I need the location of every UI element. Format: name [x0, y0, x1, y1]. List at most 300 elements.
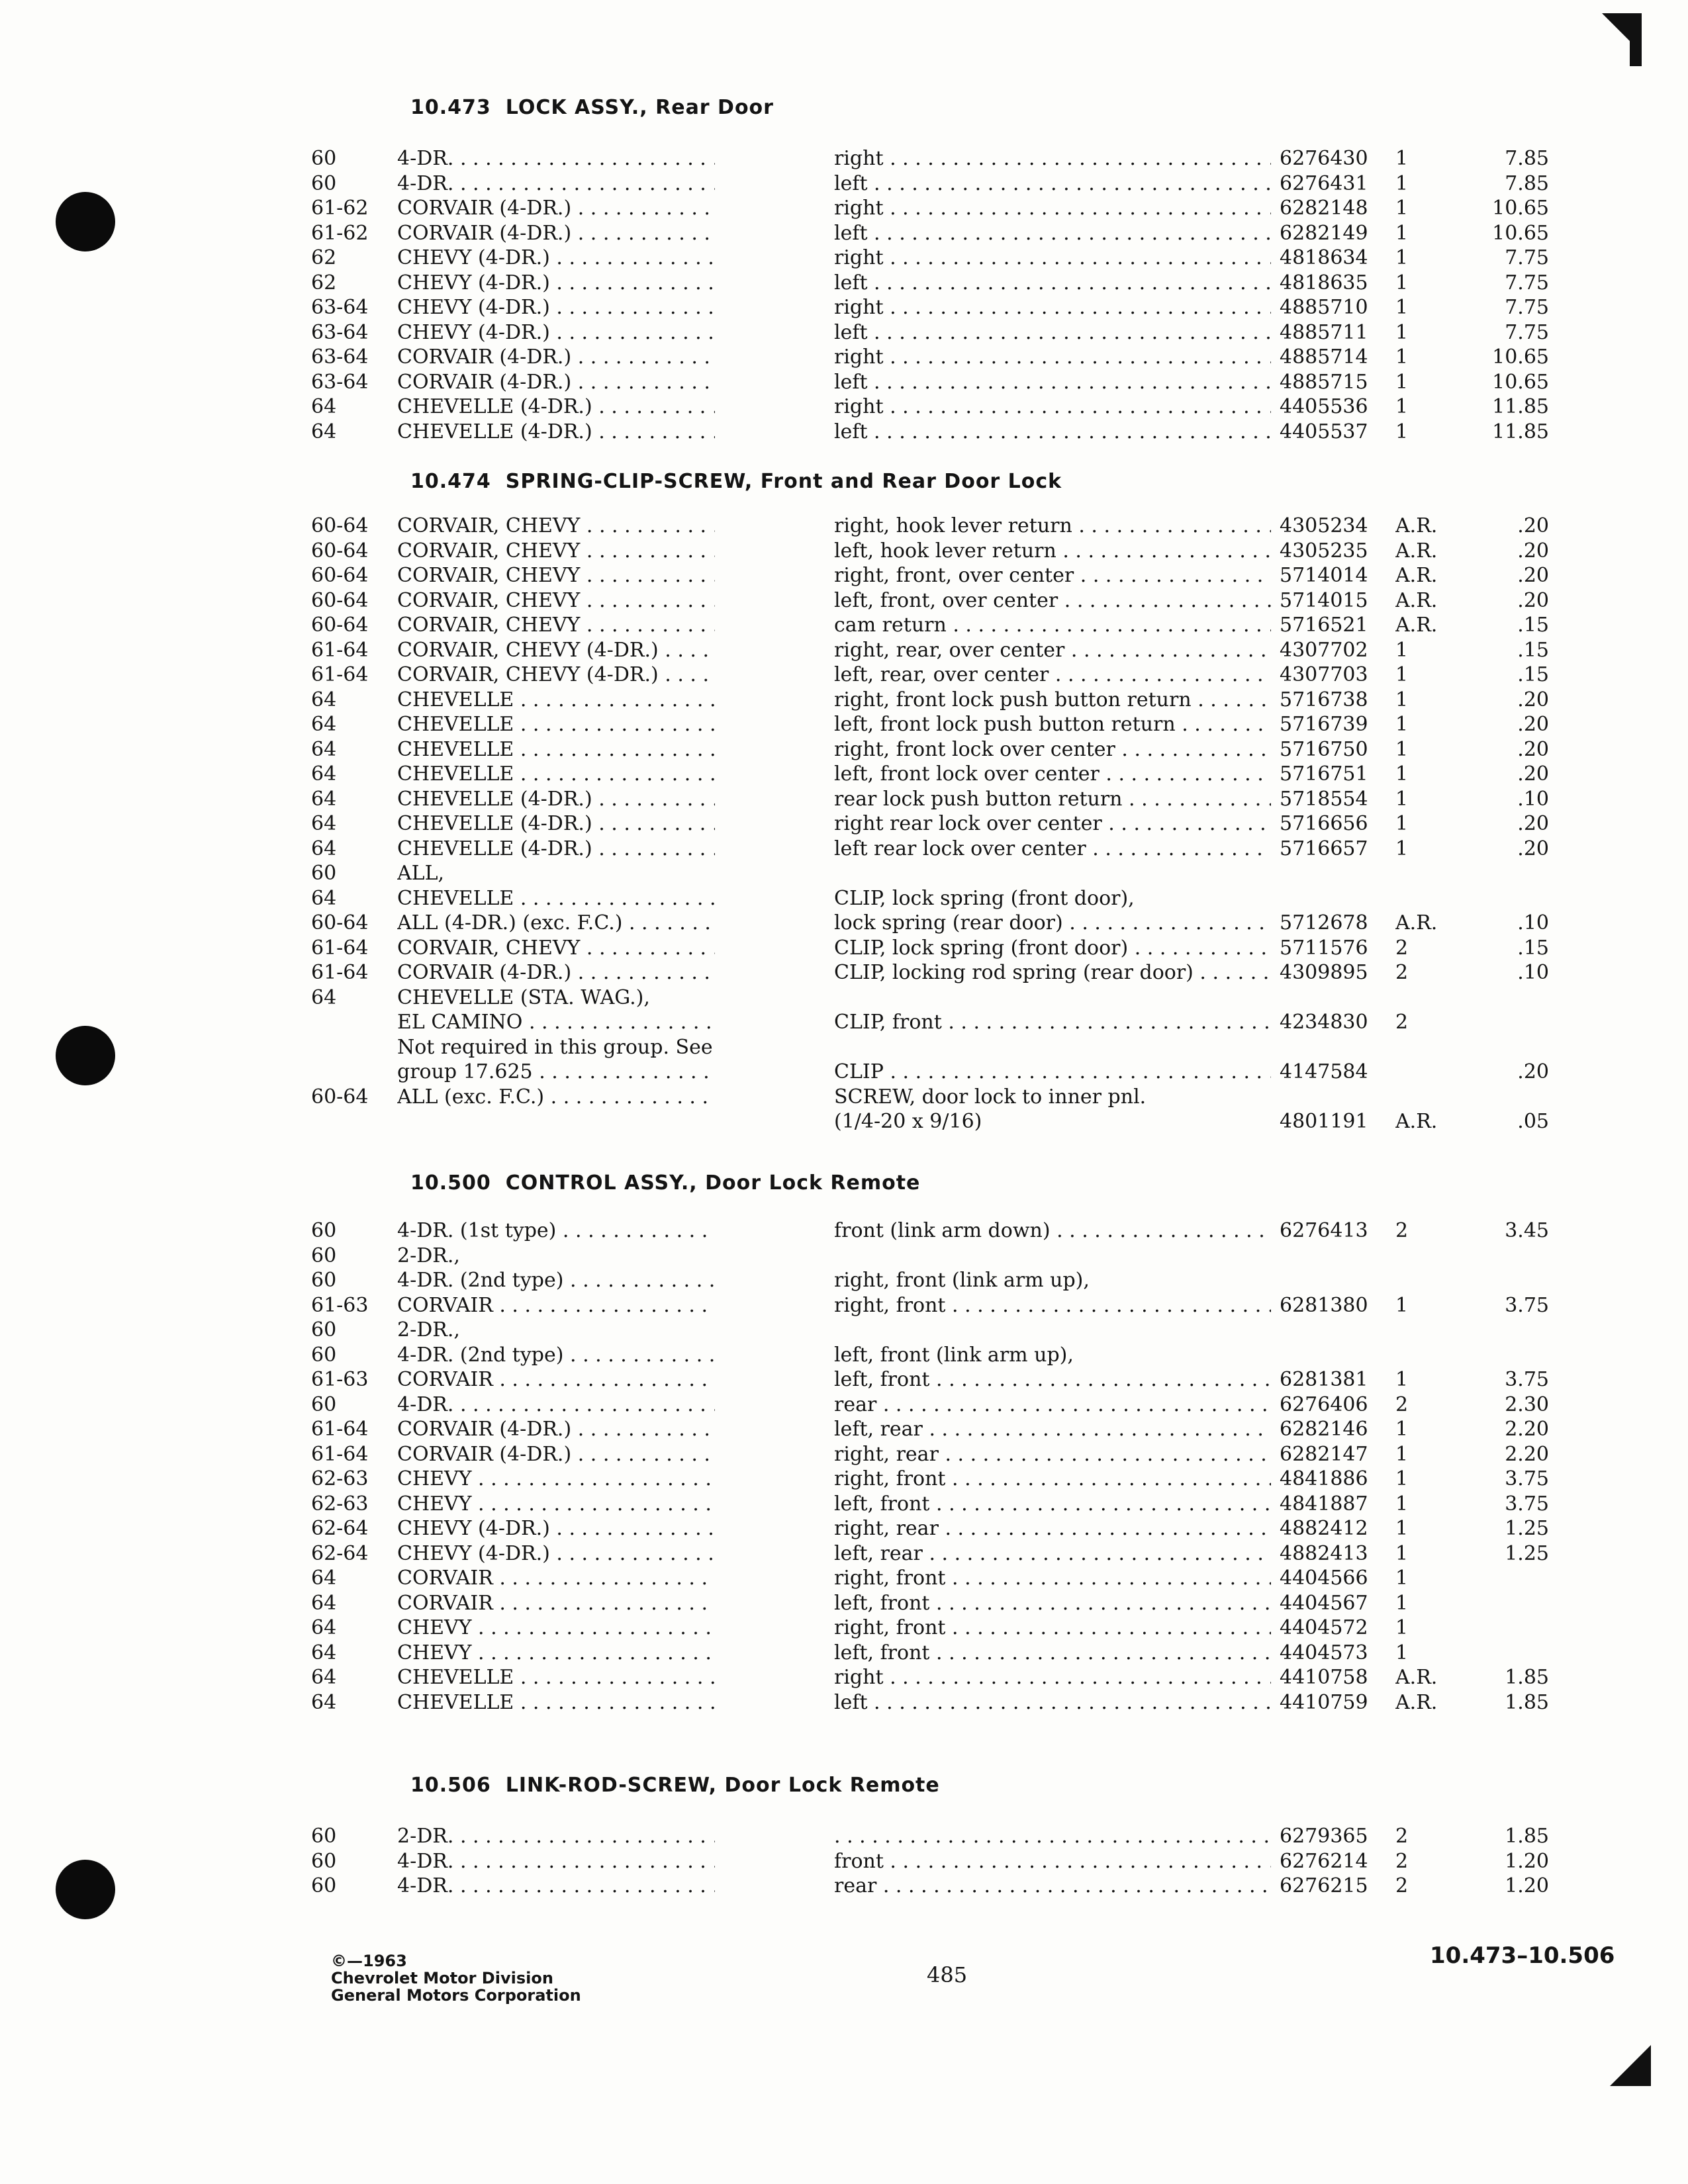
year-cell: 61-64 — [311, 663, 369, 686]
model-cell: CHEVY (4-DR.) . . . — [397, 1541, 715, 1567]
description-cell: right . . . — [834, 195, 1271, 222]
description-cell: left, rear . . . — [834, 1416, 1271, 1443]
price-cell: 1.25 — [1505, 1517, 1549, 1540]
description-cell: left . . . — [834, 171, 1271, 197]
quantity-cell: 2 — [1395, 1219, 1409, 1242]
table-row — [311, 1342, 1582, 1369]
price-cell: .20 — [1517, 564, 1549, 587]
year-cell: 60 — [311, 1849, 337, 1873]
model-cell: 2-DR., — [397, 1318, 460, 1342]
model-cell: CHEVY (4-DR.) . . . — [397, 320, 715, 346]
year-cell: 61-64 — [311, 936, 369, 960]
description-cell: right . . . — [834, 295, 1271, 321]
price-cell: 10.65 — [1492, 221, 1549, 245]
year-cell: 60 — [311, 171, 337, 195]
table-row — [311, 910, 1582, 936]
year-cell: 60 — [311, 1318, 337, 1342]
year-cell: 63-64 — [311, 345, 369, 369]
model-cell: 4-DR. . . . — [397, 1873, 715, 1899]
publisher-block — [331, 1952, 581, 2004]
year-cell: 62 — [311, 246, 337, 269]
price-cell: .20 — [1517, 737, 1549, 761]
quantity-cell: 1 — [1395, 1641, 1409, 1664]
punch-hole-middle — [56, 1026, 115, 1085]
model-cell: CHEVY (4-DR.) . . . — [397, 1516, 715, 1542]
description-cell: front (link arm down) . . . — [834, 1218, 1271, 1244]
part-number-cell: 4307702 — [1280, 638, 1368, 662]
year-cell: 64 — [311, 1666, 337, 1689]
model-cell: CORVAIR (4-DR.) . . . — [397, 369, 715, 396]
year-cell: 64 — [311, 688, 337, 711]
part-number-cell: 4882412 — [1280, 1517, 1368, 1540]
price-cell: 7.85 — [1505, 171, 1549, 195]
quantity-cell: 2 — [1395, 936, 1409, 960]
year-cell: 64 — [311, 787, 337, 811]
part-number-cell: 5716521 — [1280, 614, 1368, 637]
year-cell: 64 — [311, 1591, 337, 1615]
year-cell: 64 — [311, 1641, 337, 1664]
year-cell: 64 — [311, 737, 337, 761]
year-cell: 60 — [311, 1874, 337, 1897]
price-cell: 3.75 — [1505, 1467, 1549, 1490]
punch-hole-top — [56, 192, 115, 251]
part-number-cell: 6282146 — [1280, 1418, 1368, 1441]
model-cell: 2-DR. . . . — [397, 1823, 715, 1850]
year-cell: 60-64 — [311, 911, 369, 934]
description-cell: right, front, over center . . . — [834, 563, 1271, 589]
quantity-cell: A.R. — [1395, 1110, 1438, 1133]
table-row — [311, 711, 1582, 738]
table-row — [311, 1367, 1582, 1393]
year-cell: 60 — [311, 1244, 337, 1267]
table-row — [311, 1267, 1582, 1294]
model-cell: ALL (exc. F.C.) . . . — [397, 1084, 715, 1111]
section-code: 10.506 — [410, 1774, 491, 1797]
section-name: CONTROL ASSY., Door Lock Remote — [505, 1171, 921, 1195]
quantity-cell: 1 — [1395, 320, 1409, 344]
table-row — [311, 1392, 1582, 1418]
table-row — [311, 419, 1582, 445]
part-number-cell: 6282147 — [1280, 1442, 1368, 1466]
description-cell: right rear lock over center . . . — [834, 811, 1271, 837]
part-number-cell: 4885710 — [1280, 296, 1368, 319]
quantity-cell: 1 — [1395, 663, 1409, 686]
section-code: 10.473 — [410, 96, 491, 119]
model-cell: 4-DR. (2nd type) . . . — [397, 1342, 715, 1369]
model-cell: CHEVY (4-DR.) . . . — [397, 270, 715, 296]
part-number-cell: 5716657 — [1280, 837, 1368, 860]
copyright: ©—1963 — [331, 1952, 407, 1970]
model-cell: CORVAIR, CHEVY . . . — [397, 513, 715, 539]
corporation-name: General Motors Corporation — [331, 1986, 581, 2005]
model-cell: CHEVY (4-DR.) . . . — [397, 295, 715, 321]
part-number-cell: 4305235 — [1280, 539, 1368, 563]
part-number-cell: 6276406 — [1280, 1392, 1368, 1416]
model-cell: 4-DR. . . . — [397, 1392, 715, 1418]
table-row — [311, 761, 1582, 788]
page-number: 485 — [927, 1962, 968, 1987]
price-cell: 1.20 — [1505, 1874, 1549, 1897]
year-cell: 60 — [311, 1219, 337, 1242]
quantity-cell: 1 — [1395, 246, 1409, 269]
description-cell: CLIP, locking rod spring (rear door) . . . — [834, 960, 1271, 986]
quantity-cell: 1 — [1395, 197, 1409, 220]
description-cell: left, front . . . — [834, 1640, 1271, 1666]
table-row — [311, 662, 1582, 688]
table-row — [311, 1823, 1582, 1850]
description-cell: right, rear . . . — [834, 1441, 1271, 1468]
quantity-cell: 1 — [1395, 1442, 1409, 1466]
description-cell: right . . . — [834, 394, 1271, 420]
table-row — [311, 1109, 1582, 1135]
price-cell: 7.75 — [1505, 320, 1549, 344]
price-cell: 3.75 — [1505, 1368, 1549, 1391]
quantity-cell: 1 — [1395, 1517, 1409, 1540]
model-cell: CORVAIR (4-DR.) . . . — [397, 1416, 715, 1443]
price-cell: .20 — [1517, 812, 1549, 835]
price-cell: 2.30 — [1505, 1392, 1549, 1416]
year-cell: 60 — [311, 147, 337, 170]
description-cell: right . . . — [834, 344, 1271, 371]
quantity-cell: 1 — [1395, 370, 1409, 394]
table-row — [311, 1565, 1582, 1592]
description-cell — [834, 1823, 1271, 1850]
table-row — [311, 588, 1582, 614]
quantity-cell: 1 — [1395, 395, 1409, 418]
price-cell: .20 — [1517, 837, 1549, 860]
quantity-cell: 1 — [1395, 221, 1409, 245]
model-cell: CHEVELLE . . . — [397, 687, 715, 713]
table-row — [311, 1516, 1582, 1542]
model-cell: CHEVELLE . . . — [397, 761, 715, 788]
section-title — [410, 96, 774, 119]
table-row — [311, 1590, 1582, 1617]
model-cell: CORVAIR, CHEVY (4-DR.) . . . — [397, 662, 715, 688]
model-cell: CHEVELLE . . . — [397, 711, 715, 738]
year-cell: 64 — [311, 1567, 337, 1590]
quantity-cell: 1 — [1395, 1467, 1409, 1490]
description-cell: right, front (link arm up), — [834, 1269, 1090, 1292]
year-cell: 61-62 — [311, 221, 369, 245]
year-cell: 60-64 — [311, 514, 369, 537]
year-cell: 61-64 — [311, 1442, 369, 1466]
year-cell: 64 — [311, 886, 337, 910]
description-cell: left, hook lever return . . . — [834, 538, 1271, 565]
model-cell: CHEVELLE (4-DR.) . . . — [397, 419, 715, 445]
price-cell: .05 — [1517, 1110, 1549, 1133]
description-cell: right . . . — [834, 1664, 1271, 1691]
model-cell: CHEVELLE (4-DR.) . . . — [397, 394, 715, 420]
price-cell: 7.75 — [1505, 246, 1549, 269]
quantity-cell: 1 — [1395, 420, 1409, 443]
model-cell: CORVAIR, CHEVY . . . — [397, 612, 715, 639]
model-cell: CHEVY . . . — [397, 1615, 715, 1641]
description-cell: left . . . — [834, 320, 1271, 346]
table-row — [311, 836, 1582, 862]
year-cell: 63-64 — [311, 320, 369, 344]
quantity-cell: 1 — [1395, 638, 1409, 662]
table-row — [311, 687, 1582, 713]
description-cell: rear . . . — [834, 1873, 1271, 1899]
price-cell: .10 — [1517, 787, 1549, 811]
description-cell: left, rear, over center . . . — [834, 662, 1271, 688]
part-number-cell: 4147584 — [1280, 1060, 1368, 1083]
model-cell: CORVAIR (4-DR.) . . . — [397, 960, 715, 986]
description-cell: left . . . — [834, 220, 1271, 247]
model-cell: CORVAIR . . . — [397, 1367, 715, 1393]
quantity-cell: A.R. — [1395, 1690, 1438, 1714]
part-number-cell: 4404573 — [1280, 1641, 1368, 1664]
section-name: LOCK ASSY., Rear Door — [505, 96, 774, 119]
quantity-cell: 1 — [1395, 688, 1409, 711]
part-number-cell: 5718554 — [1280, 787, 1368, 811]
section-code: 10.500 — [410, 1171, 491, 1195]
year-cell: 64 — [311, 395, 337, 418]
table-row — [311, 1009, 1582, 1036]
quantity-cell: 1 — [1395, 713, 1409, 736]
table-row — [311, 637, 1582, 664]
model-cell: 2-DR., — [397, 1244, 460, 1267]
part-number-cell: 5716656 — [1280, 812, 1368, 835]
price-cell: .20 — [1517, 762, 1549, 786]
year-cell: 63-64 — [311, 370, 369, 394]
part-number-cell: 5716751 — [1280, 762, 1368, 786]
model-cell: CHEVY (4-DR.) . . . — [397, 245, 715, 271]
quantity-cell: A.R. — [1395, 1666, 1438, 1689]
model-cell: CHEVELLE . . . — [397, 886, 715, 912]
section-title — [410, 1774, 940, 1797]
model-cell: 4-DR. (1st type) . . . — [397, 1218, 715, 1244]
part-number-cell: 6276214 — [1280, 1849, 1368, 1873]
price-cell: 2.20 — [1505, 1442, 1549, 1466]
part-number-cell: 6281380 — [1280, 1293, 1368, 1317]
quantity-cell: 2 — [1395, 1011, 1409, 1034]
description-cell: rear . . . — [834, 1392, 1271, 1418]
model-cell: CHEVELLE . . . — [397, 1664, 715, 1691]
table-row — [311, 1690, 1582, 1716]
part-number-cell: 4410758 — [1280, 1666, 1368, 1689]
model-cell: CHEVELLE (4-DR.) . . . — [397, 836, 715, 862]
model-cell: 4-DR. (2nd type) . . . — [397, 1267, 715, 1294]
part-number-cell: 5716739 — [1280, 713, 1368, 736]
quantity-cell: 1 — [1395, 1293, 1409, 1317]
price-cell: 2.20 — [1505, 1418, 1549, 1441]
description-cell: cam return . . . — [834, 612, 1271, 639]
table-row — [311, 270, 1582, 296]
quantity-cell: 1 — [1395, 271, 1409, 295]
part-number-cell: 4818634 — [1280, 246, 1368, 269]
part-number-cell: 4404567 — [1280, 1591, 1368, 1615]
registration-mark-top-right — [1602, 13, 1642, 53]
year-cell: 60-64 — [311, 588, 369, 612]
quantity-cell: 2 — [1395, 1849, 1409, 1873]
table-row — [311, 860, 1582, 887]
year-cell: 64 — [311, 420, 337, 443]
price-cell: 3.45 — [1505, 1219, 1549, 1242]
table-row — [311, 985, 1582, 1011]
part-number-cell: 6281381 — [1280, 1368, 1368, 1391]
price-cell: .10 — [1517, 911, 1549, 934]
price-cell: .20 — [1517, 539, 1549, 563]
division-name: Chevrolet Motor Division — [331, 1969, 553, 1987]
quantity-cell: A.R. — [1395, 588, 1438, 612]
year-cell: 64 — [311, 713, 337, 736]
quantity-cell: 2 — [1395, 1392, 1409, 1416]
table-row — [311, 935, 1582, 962]
part-number-cell: 4841886 — [1280, 1467, 1368, 1490]
price-cell: .15 — [1517, 936, 1549, 960]
year-cell: 64 — [311, 985, 337, 1009]
quantity-cell: A.R. — [1395, 514, 1438, 537]
part-number-cell: 5714014 — [1280, 564, 1368, 587]
price-cell: 1.85 — [1505, 1825, 1549, 1848]
model-cell: EL CAMINO . . . — [397, 1009, 715, 1036]
table-row — [311, 394, 1582, 420]
year-cell: 60 — [311, 1343, 337, 1367]
description-cell: right . . . — [834, 146, 1271, 172]
part-number-cell: 4801191 — [1280, 1110, 1368, 1133]
description-cell: front . . . — [834, 1848, 1271, 1875]
part-number-cell: 4404566 — [1280, 1567, 1368, 1590]
quantity-cell: 2 — [1395, 1874, 1409, 1897]
part-number-cell: 5716738 — [1280, 688, 1368, 711]
part-number-cell: 4305234 — [1280, 514, 1368, 537]
model-cell: ALL (4-DR.) (exc. F.C.) . . . — [397, 910, 715, 936]
table-row — [311, 1848, 1582, 1875]
description-cell: left . . . — [834, 419, 1271, 445]
model-cell: CHEVELLE (4-DR.) . . . — [397, 786, 715, 813]
model-cell: CORVAIR, CHEVY . . . — [397, 588, 715, 614]
description-cell: left, front (link arm up), — [834, 1343, 1074, 1367]
model-cell: Not required in this group. See — [397, 1035, 713, 1059]
part-number-cell: 4882413 — [1280, 1541, 1368, 1565]
table-row — [311, 369, 1582, 396]
table-row — [311, 1664, 1582, 1691]
quantity-cell: 2 — [1395, 1825, 1409, 1848]
model-cell: CHEVELLE . . . — [397, 737, 715, 763]
table-row — [311, 295, 1582, 321]
quantity-cell: A.R. — [1395, 911, 1438, 934]
description-cell: left, front, over center . . . — [834, 588, 1271, 614]
table-row — [311, 1466, 1582, 1492]
year-cell: 60 — [311, 862, 337, 885]
description-cell: right, front lock over center . . . — [834, 737, 1271, 763]
price-cell: 3.75 — [1505, 1293, 1549, 1317]
model-cell: CORVAIR, CHEVY . . . — [397, 563, 715, 589]
model-cell: CHEVELLE (STA. WAG.), — [397, 985, 650, 1009]
quantity-cell: 1 — [1395, 1541, 1409, 1565]
price-cell: .20 — [1517, 1060, 1549, 1083]
section-name: LINK-ROD-SCREW, Door Lock Remote — [505, 1774, 940, 1797]
table-row — [311, 1640, 1582, 1666]
model-cell: CHEVY . . . — [397, 1466, 715, 1492]
model-cell: CHEVELLE . . . — [397, 1690, 715, 1716]
part-number-cell: 6276431 — [1280, 171, 1368, 195]
quantity-cell: 1 — [1395, 1616, 1409, 1639]
table-row — [311, 1441, 1582, 1468]
quantity-cell: A.R. — [1395, 564, 1438, 587]
table-row — [311, 612, 1582, 639]
year-cell: 60 — [311, 1392, 337, 1416]
section-name: SPRING-CLIP-SCREW, Front and Rear Door Lock — [505, 470, 1062, 493]
model-cell: CORVAIR . . . — [397, 1565, 715, 1592]
price-cell: .15 — [1517, 614, 1549, 637]
part-number-cell: 6276413 — [1280, 1219, 1368, 1242]
price-cell: 10.65 — [1492, 345, 1549, 369]
price-cell: 10.65 — [1492, 370, 1549, 394]
part-number-cell: 6279365 — [1280, 1825, 1368, 1848]
quantity-cell: 1 — [1395, 1567, 1409, 1590]
table-row — [311, 886, 1582, 912]
year-cell: 61-64 — [311, 638, 369, 662]
price-cell: .10 — [1517, 961, 1549, 984]
quantity-cell: 1 — [1395, 1591, 1409, 1615]
year-cell: 64 — [311, 1690, 337, 1714]
part-number-cell: 4818635 — [1280, 271, 1368, 295]
quantity-cell: 1 — [1395, 1368, 1409, 1391]
table-row — [311, 1293, 1582, 1319]
table-row — [311, 811, 1582, 837]
quantity-cell: 1 — [1395, 737, 1409, 761]
model-cell: CHEVY . . . — [397, 1640, 715, 1666]
year-cell: 62-64 — [311, 1541, 369, 1565]
description-cell: right, rear . . . — [834, 1516, 1271, 1542]
price-cell: 1.85 — [1505, 1666, 1549, 1689]
quantity-cell: 1 — [1395, 171, 1409, 195]
table-row — [311, 563, 1582, 589]
description-cell: left . . . — [834, 270, 1271, 296]
year-cell: 64 — [311, 762, 337, 786]
model-cell: CORVAIR, CHEVY . . . — [397, 935, 715, 962]
model-cell: group 17.625 . . . — [397, 1059, 715, 1085]
table-row — [311, 245, 1582, 271]
price-cell: .20 — [1517, 514, 1549, 537]
price-cell: 1.25 — [1505, 1541, 1549, 1565]
part-number-cell: 5716750 — [1280, 737, 1368, 761]
table-row — [311, 171, 1582, 197]
price-cell: 3.75 — [1505, 1492, 1549, 1516]
year-cell: 60-64 — [311, 614, 369, 637]
description-cell: left, rear . . . — [834, 1541, 1271, 1567]
description-cell: right, hook lever return . . . — [834, 513, 1271, 539]
year-cell: 61-63 — [311, 1368, 369, 1391]
description-cell: lock spring (rear door) . . . — [834, 910, 1271, 936]
table-row — [311, 320, 1582, 346]
model-cell: CORVAIR (4-DR.) . . . — [397, 195, 715, 222]
quantity-cell: A.R. — [1395, 539, 1438, 563]
section-title — [410, 470, 1062, 493]
table-row — [311, 220, 1582, 247]
quantity-cell: 1 — [1395, 762, 1409, 786]
table-row — [311, 1491, 1582, 1518]
description-cell: right, front . . . — [834, 1466, 1271, 1492]
model-cell: CORVAIR, CHEVY . . . — [397, 538, 715, 565]
price-cell: 7.75 — [1505, 296, 1549, 319]
part-number-cell: 6276430 — [1280, 147, 1368, 170]
price-cell: 7.85 — [1505, 147, 1549, 170]
description-cell: rear lock push button return . . . — [834, 786, 1271, 813]
quantity-cell: 2 — [1395, 961, 1409, 984]
table-row — [311, 1243, 1582, 1269]
quantity-cell: 1 — [1395, 837, 1409, 860]
table-row — [311, 1218, 1582, 1244]
price-cell: 1.20 — [1505, 1849, 1549, 1873]
quantity-cell: 1 — [1395, 1418, 1409, 1441]
table-row — [311, 1416, 1582, 1443]
description-cell: (1/4-20 x 9/16) — [834, 1110, 982, 1133]
table-row — [311, 1034, 1582, 1061]
model-cell: 4-DR. . . . — [397, 1848, 715, 1875]
